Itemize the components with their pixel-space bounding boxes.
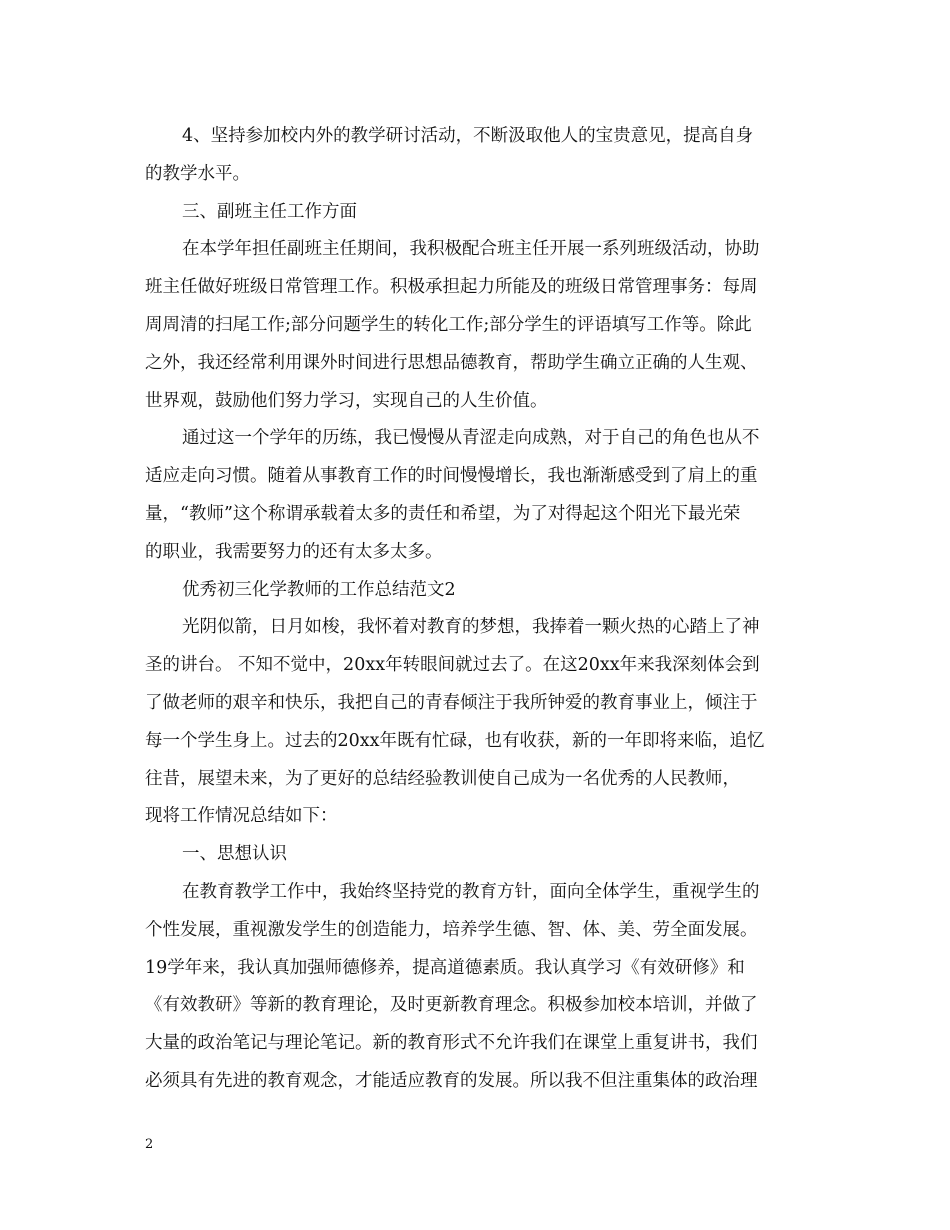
page-number: 2 [145, 1137, 154, 1152]
text-line: 通过这一个学年的历练，我已慢慢从青涩走向成熟，对于自己的角色也从不 [182, 428, 760, 449]
text-line: 世界观，鼓励他们努力学习，实现自己的人生价值。 [145, 390, 548, 411]
section-heading: 三、副班主任工作方面 [182, 201, 357, 222]
article-title: 优秀初三化学教师的工作总结范文2 [182, 579, 456, 600]
text-line: 的职业，我需要努力的还有太多太多。 [145, 541, 443, 562]
section-heading: 一、思想认识 [182, 844, 287, 865]
text-line: 在本学年担任副班主任期间，我积极配合班主任开展一系列班级活动，协助 [182, 239, 760, 260]
text-line: 量，“教师”这个称谓承载着太多的责任和希望，为了对得起这个阳光下最光荣 [145, 503, 741, 524]
text-line: 《有效教研》等新的教育理论，及时更新教育理念。积极参加校本培训，并做了 [145, 995, 758, 1016]
text-line: 的教学水平。 [145, 163, 250, 184]
text-line: 在教育教学工作中，我始终坚持党的教育方针，面向全体学生，重视学生的 [182, 881, 760, 902]
document-body [145, 118, 810, 1101]
text-line: 大量的政治笔记与理论笔记。新的教育形式不允许我们在课堂上重复讲书，我们 [145, 1033, 758, 1054]
text-line: 往昔，展望未来，为了更好的总结经验教训使自己成为一名优秀的人民教师， [145, 768, 740, 789]
text-line: 之外，我还经常利用课外时间进行思想品德教育，帮助学生确立正确的人生观、 [145, 352, 758, 373]
text-line: 适应走向习惯。随着从事教育工作的时间慢慢增长，我也渐渐感受到了肩上的重 [145, 466, 758, 487]
text-line: 每一个学生身上。过去的20xx年既有忙碌，也有收获，新的一年即将来临，追忆 [145, 730, 765, 751]
text-line: 周周清的扫尾工作;部分问题学生的转化工作;部分学生的评语填写工作等。除此 [145, 314, 752, 335]
text-line: 必须具有先进的教育观念，才能适应教育的发展。所以我不但注重集体的政治理 [145, 1070, 758, 1091]
text-line: 班主任做好班级日常管理工作。积极承担起力所能及的班级日常管理事务：每周 [145, 277, 758, 298]
text-line: 个性发展，重视激发学生的创造能力，培养学生德、智、体、美、劳全面发展。 [145, 919, 758, 940]
text-line: 光阴似箭，日月如梭，我怀着对教育的梦想，我捧着一颗火热的心踏上了神 [182, 617, 760, 638]
text-line: 圣的讲台。 不知不觉中，20xx年转眼间就过去了。在这20xx年来我深刻体会到 [145, 655, 760, 676]
text-line: 现将工作情况总结如下： [145, 806, 338, 827]
text-line: 19学年来，我认真加强师德修养，提高道德素质。我认真学习《有效研修》和 [145, 957, 745, 978]
text-line: 了做老师的艰辛和快乐，我把自己的青春倾注于我所钟爱的教育事业上，倾注于 [145, 692, 758, 713]
text-line: 4、坚持参加校内外的教学研讨活动，不断汲取他人的宝贵意见，提高自身 [182, 126, 754, 146]
